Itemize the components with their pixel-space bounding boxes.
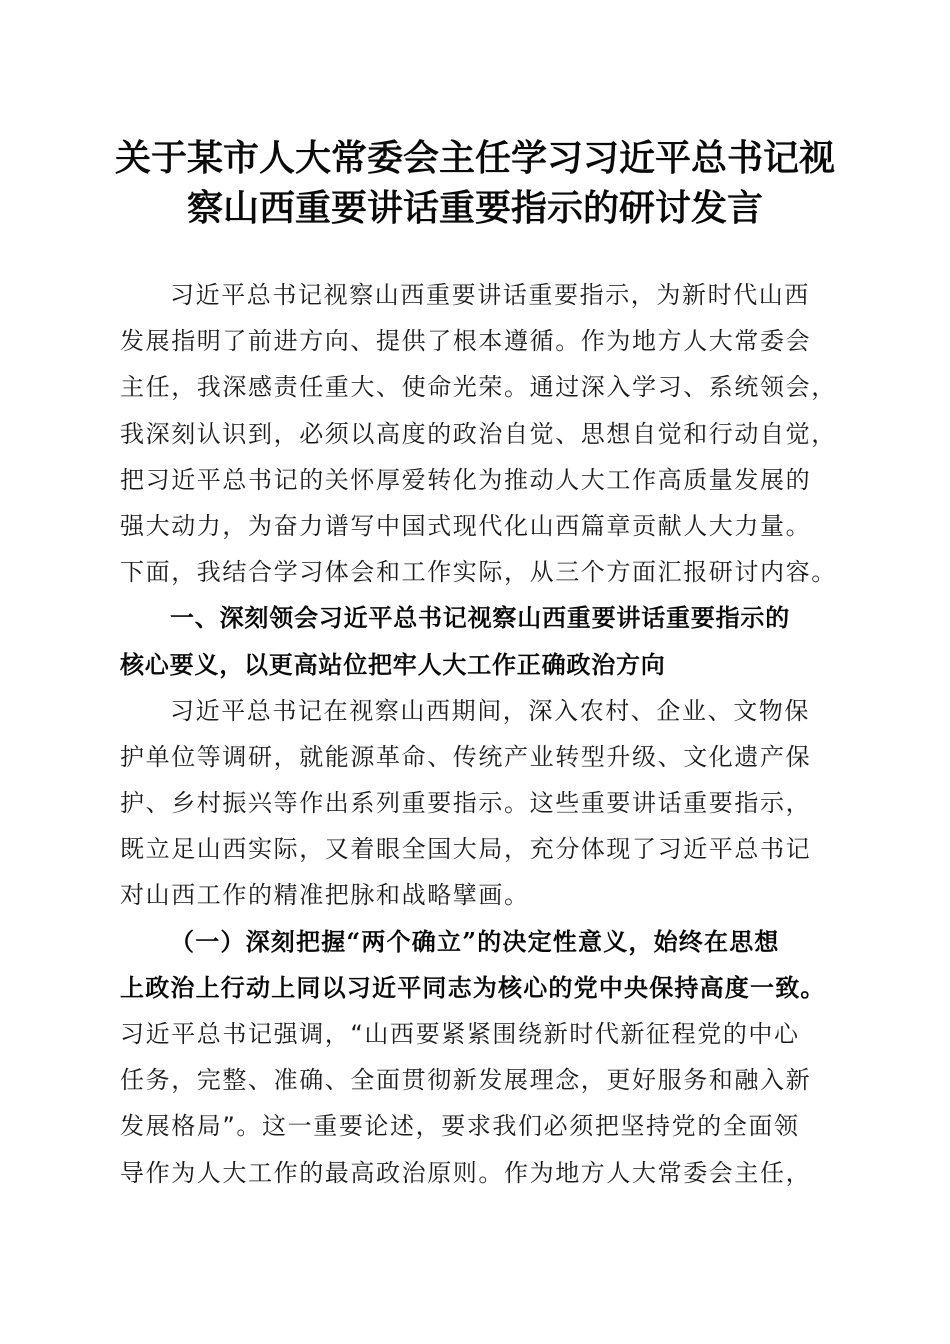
document-body — [120, 272, 837, 1196]
text-line: 发展格局”。这一重要论述，要求我们必须把坚持党的全面领 — [120, 1112, 800, 1141]
text-line: 我深刻认识到，必须以高度的政治自觉、思想自觉和行动自觉， — [120, 419, 837, 448]
text-line: 习近平总书记强调，“山西要紧紧围绕新时代新征程党的中心 — [120, 1020, 800, 1048]
heading-line: （一）深刻把握“两个确立”的决定性意义，始终在思想 — [170, 926, 780, 956]
text-line: 习近平总书记视察山西重要讲话重要指示，为新时代山西 — [170, 281, 810, 309]
heading-line: 上政治上行动上同以习近平同志为核心的党中央保持高度一致。 — [120, 972, 826, 1002]
heading-line: 核心要义，以更高站位把牢人大工作正确政治方向 — [120, 650, 666, 679]
subsection-heading — [120, 919, 832, 1011]
text-line: 对山西工作的精准把脉和战略擘画。 — [120, 881, 530, 910]
title-line: 关于某市人大常委会主任学习习近平总书记视 — [114, 137, 835, 179]
text-line: 发展指明了前进方向、提供了根本遵循。作为地方人大常委会 — [120, 327, 812, 356]
text-line: 导作为人大工作的最高政治原则。作为地方人大常委会主任， — [120, 1158, 812, 1187]
title-line: 察山西重要讲话重要指示的研讨发言 — [186, 187, 763, 229]
text-line: 护单位等调研，就能源革命、传统产业转型升级、文化遗产保 — [120, 742, 812, 771]
body-paragraph — [120, 688, 832, 919]
body-paragraph — [120, 1011, 832, 1196]
text-line: 既立足山西实际，又着眼全国大局，充分体现了习近平总书记 — [120, 835, 812, 864]
text-line: 习近平总书记在视察山西期间，深入农村、企业、文物保 — [170, 696, 810, 725]
heading-line: 一、深刻领会习近平总书记视察山西重要讲话重要指示的 — [170, 604, 790, 633]
text-line: 任务，完整、准确、全面贯彻新发展理念，更好服务和融入新 — [120, 1066, 812, 1095]
section-heading — [120, 595, 832, 687]
document-title — [100, 133, 850, 233]
text-line: 主任，我深感责任重大、使命光荣。通过深入学习、系统领会， — [120, 373, 837, 402]
text-line: 护、乡村振兴等作出系列重要指示。这些重要讲话重要指示， — [120, 789, 812, 818]
text-line: 强大动力，为奋力谱写中国式现代化山西篇章贡献人大力量。 — [120, 511, 812, 540]
text-line: 下面，我结合学习体会和工作实际，从三个方面汇报研讨内容。 — [120, 558, 837, 587]
intro-paragraph — [120, 272, 837, 595]
text-line: 把习近平总书记的关怀厚爱转化为推动人大工作高质量发展的 — [120, 465, 812, 494]
